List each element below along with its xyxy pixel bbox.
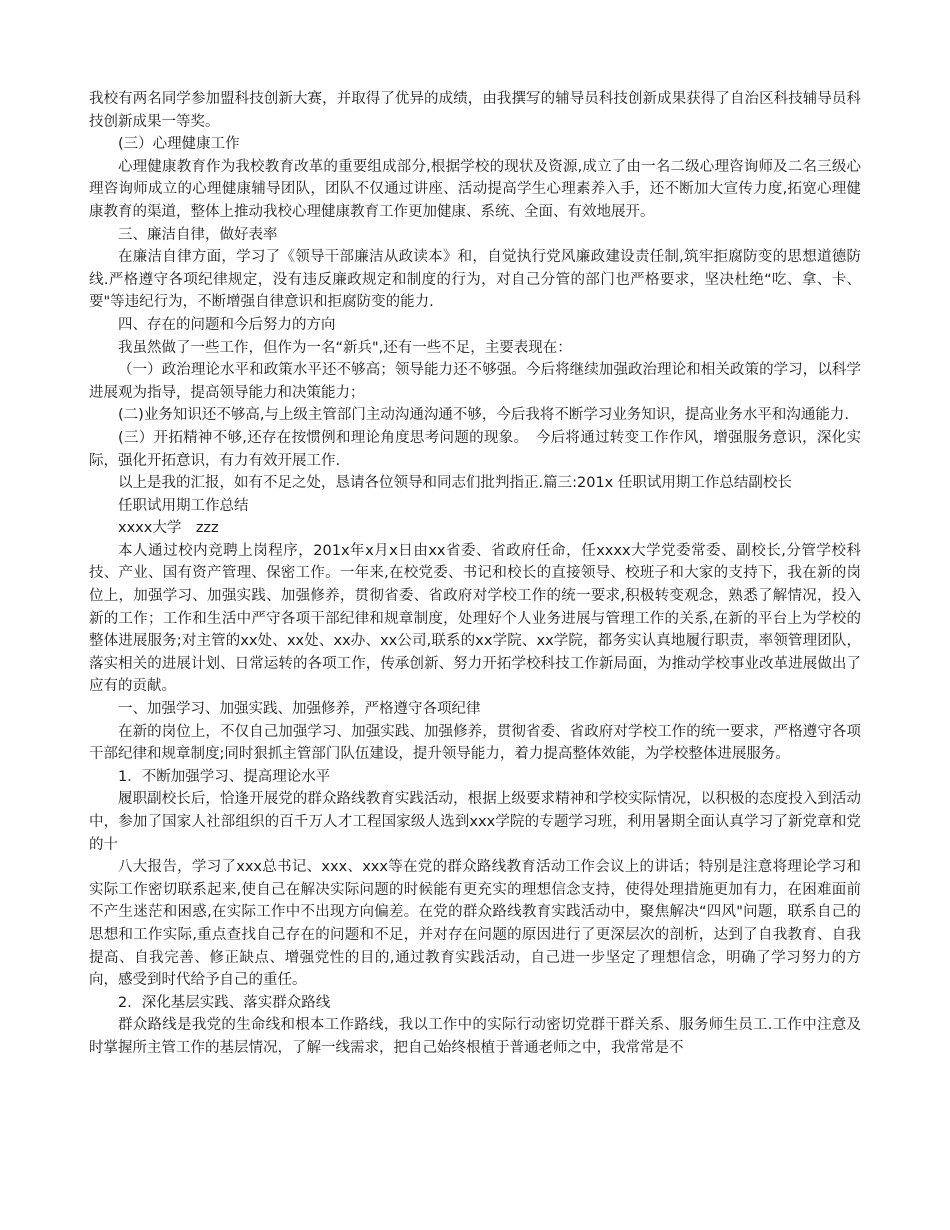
section-heading: 任职试用期工作总结	[118, 497, 249, 514]
paragraph: 本人通过校内竞聘上岗程序，201x年x月x日由xx省委、省政府任命，任xxxx大学党委常委、副校长,分管学校科技、产业、国有资产管理、保密工作。一年来,在校党委、书记和校长的直接领导、校班子和大家的支持下，我在新的岗位上，加强学习、加强实践、加强修养，贯彻省委、省政府对学校工作的统一要求,积极转变观念，熟悉了解情况，投入新的工作；工作和生活中严守各项干部纪律和规章制度，处理好个人业务进展与管理工作的关系,在新的平台上为学校的整体进展服务;对主管的xx处、xx处、xx办、xx公司,联系的xx学院、xx学院，都务实认真地履行职责，率领管理团队，落实相关的进展计划、日常运转的各项工作，传承创新、努力开拓学校科技工作新局面，为推动学校事业改革进展做出了应有的贡献。	[89, 542, 861, 695]
paragraph: 八大报告，学习了xxx总书记、xxx、xxx等在党的群众路线教育活动工作会议上的讲话；特别是注意将理论学习和实际工作密切联系起来,使自己在解决实际问题的时候能有更充实的理想信念支持，使得处理措施更加有力，在困难面前不产生迷茫和困惑,在实际工作中不出现方向偏差。在党的群众路线教育实践活动中，聚焦解决“四风"问题，联系自己的思想和工作实际,重点查找自己存在的问题和不足，并对存在问题的原因进行了更深层次的剖析，达到了自我教育、自我提高、自我完善、修正缺点、增强党性的目的,通过教育实践活动，自己进一步坚定了理想信念，明确了学习努力的方向，感受到时代给予自己的重任。	[89, 859, 861, 989]
paragraph: (二)业务知识还不够高,与上级主管部门主动沟通沟通不够，今后我将不断学习业务知识，提高业务水平和沟通能力.	[118, 407, 850, 424]
paragraph: 履职副校长后，恰逢开展党的群众路线教育实践活动，根据上级要求精神和学校实际情况，以积极的态度投入到活动中，参加了国家人社部组织的百千万人才工程国家级人选到xxx学院的专题学习班，利用暑期全面认真学习了新党章和党的十	[89, 791, 861, 853]
section-heading: 四、存在的问题和今后努力的方向	[118, 316, 336, 333]
paragraph: （一）政治理论水平和政策水平还不够高；领导能力还不够强。今后将继续加强政治理论和相关政策的学习，以科学进展观为指导，提高领导能力和决策能力；	[89, 362, 861, 401]
document-page	[89, 88, 861, 1060]
paragraph: 我虽然做了一些工作，但作为一名“新兵",还有一些不足，主要表现在：	[118, 339, 572, 356]
paragraph: 在廉洁自律方面，学习了《领导干部廉洁从政读本》和，自觉执行党风廉政建设责任制,筑牢拒腐防变的思想道德防线.严格遵守各项纪律规定，没有违反廉政规定和制度的行为，对自己分管的部门也严格要求，坚决杜绝“吃、拿、卡、要"等违纪行为，不断增强自律意识和拒腐防变的能力.	[89, 249, 861, 311]
section-heading: (三）心理健康工作	[118, 136, 240, 153]
paragraph: 以上是我的汇报，如有不足之处，恳请各位领导和同志们批判指正.篇三:201x 任职试用期工作总结副校长	[118, 475, 792, 492]
paragraph: 心理健康教育作为我校教育改革的重要组成部分,根据学校的现状及资源,成立了由一名二级心理咨询师及二名三级心理咨询师成立的心理健康辅导团队，团队不仅通过讲座、活动提高学生心理素养入手，还不断加大宣传力度,拓宽心理健康教育的渠道，整体上推动我校心理健康教育工作更加健康、系统、全面、有效地展开。	[89, 158, 861, 220]
paragraph: (三）开拓精神不够,还存在按惯例和理论角度思考问题的现象。 今后将通过转变工作作风，增强服务意识，深化实际，强化开拓意识，有力有效开展工作.	[89, 429, 861, 469]
section-heading: 1．不断加强学习、提高理论水平	[118, 768, 331, 785]
paragraph: 在新的岗位上，不仅自己加强学习、加强实践、加强修养，贯彻省委、省政府对学校工作的统一要求，严格遵守各项干部纪律和规章制度;同时狠抓主管部门队伍建设，提升领导能力，着力提高整体效能，为学校整体进展服务。	[89, 723, 861, 763]
author-line: xxxx大学 zzz	[118, 520, 219, 537]
paragraph: 我校有两名同学参加盟科技创新大赛，并取得了优异的成绩，由我撰写的辅导员科技创新成果获得了自治区科技辅导员科技创新成果一等奖。	[89, 91, 861, 130]
section-heading: 2．深化基层实践、落实群众路线	[118, 994, 331, 1011]
paragraph: 群众路线是我党的生命线和根本工作路线，我以工作中的实际行动密切党群干群关系、服务师生员工.工作中注意及时掌握所主管工作的基层情况，了解一线需求，把自己始终根植于普通老师之中，我常常是不	[89, 1017, 861, 1056]
section-heading: 一、加强学习、加强实践、加强修养，严格遵守各项纪律	[118, 701, 481, 718]
section-heading: 三、廉洁自律，做好表率	[118, 226, 278, 243]
